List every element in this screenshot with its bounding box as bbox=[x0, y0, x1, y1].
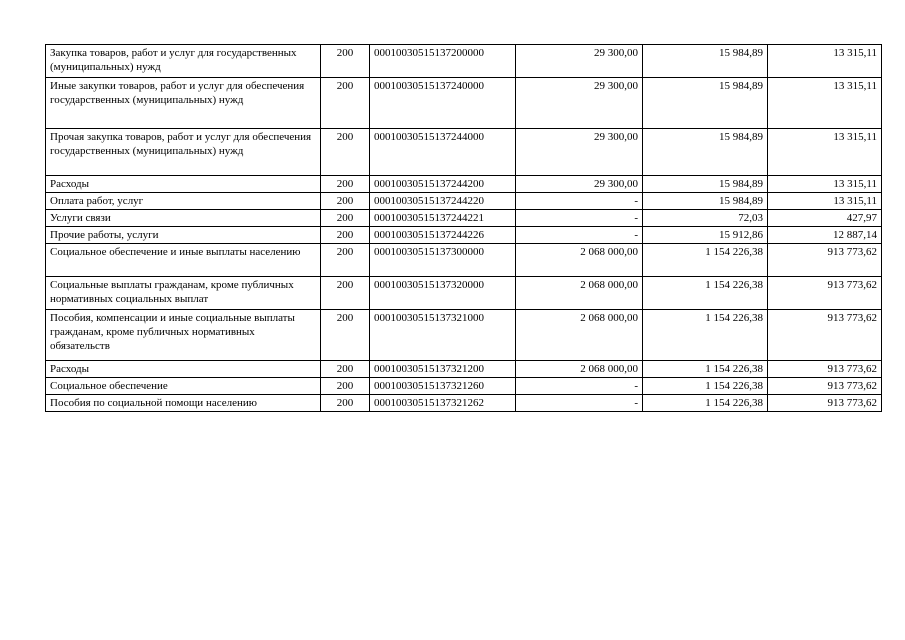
row-name-cell: Иные закупки товаров, работ и услуг для обеспечения государственных (муниципальных) нужд bbox=[46, 78, 321, 129]
table-row bbox=[46, 244, 882, 277]
row-plan-cell: - bbox=[516, 378, 643, 395]
row-executed-cell: 1 154 226,38 bbox=[643, 244, 768, 277]
row-executed-cell: 15 984,89 bbox=[643, 78, 768, 129]
row-code-cell: 200 bbox=[321, 244, 370, 277]
row-plan-cell: - bbox=[516, 395, 643, 412]
row-classification-code-cell: 00010030515137244200 bbox=[370, 176, 516, 193]
row-name-cell: Закупка товаров, работ и услуг для государственных (муниципальных) нужд bbox=[46, 45, 321, 78]
row-code-cell: 200 bbox=[321, 378, 370, 395]
table-row bbox=[46, 193, 882, 210]
row-name-cell: Социальное обеспечение bbox=[46, 378, 321, 395]
row-executed-cell: 1 154 226,38 bbox=[643, 395, 768, 412]
row-remainder-cell: 13 315,11 bbox=[768, 193, 882, 210]
row-name-cell: Прочие работы, услуги bbox=[46, 227, 321, 244]
row-executed-cell: 15 984,89 bbox=[643, 45, 768, 78]
row-remainder-cell: 13 315,11 bbox=[768, 78, 882, 129]
row-plan-cell: 2 068 000,00 bbox=[516, 244, 643, 277]
table-row bbox=[46, 129, 882, 176]
row-remainder-cell: 913 773,62 bbox=[768, 277, 882, 310]
row-name-cell: Прочая закупка товаров, работ и услуг для обеспечения государственных (муниципальных) нужд bbox=[46, 129, 321, 176]
row-name-cell: Пособия, компенсации и иные социальные выплаты гражданам, кроме публичных нормативных обязательств bbox=[46, 310, 321, 361]
row-code-cell: 200 bbox=[321, 176, 370, 193]
row-executed-cell: 1 154 226,38 bbox=[643, 361, 768, 378]
row-remainder-cell: 13 315,11 bbox=[768, 45, 882, 78]
table-row bbox=[46, 361, 882, 378]
row-plan-cell: 2 068 000,00 bbox=[516, 277, 643, 310]
row-code-cell: 200 bbox=[321, 361, 370, 378]
row-code-cell: 200 bbox=[321, 193, 370, 210]
row-remainder-cell: 12 887,14 bbox=[768, 227, 882, 244]
row-code-cell: 200 bbox=[321, 395, 370, 412]
row-remainder-cell: 13 315,11 bbox=[768, 129, 882, 176]
row-executed-cell: 1 154 226,38 bbox=[643, 310, 768, 361]
row-plan-cell: 2 068 000,00 bbox=[516, 310, 643, 361]
row-name-cell: Услуги связи bbox=[46, 210, 321, 227]
budget-execution-table bbox=[45, 44, 882, 412]
row-name-cell: Социальные выплаты гражданам, кроме публичных нормативных социальных выплат bbox=[46, 277, 321, 310]
row-plan-cell: - bbox=[516, 193, 643, 210]
row-classification-code-cell: 00010030515137321260 bbox=[370, 378, 516, 395]
row-executed-cell: 15 984,89 bbox=[643, 176, 768, 193]
table-row bbox=[46, 378, 882, 395]
row-executed-cell: 1 154 226,38 bbox=[643, 277, 768, 310]
row-plan-cell: 29 300,00 bbox=[516, 45, 643, 78]
row-remainder-cell: 913 773,62 bbox=[768, 378, 882, 395]
row-classification-code-cell: 00010030515137244000 bbox=[370, 129, 516, 176]
row-plan-cell: 29 300,00 bbox=[516, 129, 643, 176]
row-code-cell: 200 bbox=[321, 310, 370, 361]
row-name-cell: Социальное обеспечение и иные выплаты населению bbox=[46, 244, 321, 277]
row-remainder-cell: 427,97 bbox=[768, 210, 882, 227]
row-classification-code-cell: 00010030515137300000 bbox=[370, 244, 516, 277]
row-executed-cell: 15 984,89 bbox=[643, 193, 768, 210]
row-code-cell: 200 bbox=[321, 129, 370, 176]
row-executed-cell: 72,03 bbox=[643, 210, 768, 227]
table-row bbox=[46, 395, 882, 412]
table-row bbox=[46, 227, 882, 244]
row-remainder-cell: 913 773,62 bbox=[768, 361, 882, 378]
table-row bbox=[46, 277, 882, 310]
row-classification-code-cell: 00010030515137244220 bbox=[370, 193, 516, 210]
table-row bbox=[46, 78, 882, 129]
row-plan-cell: 29 300,00 bbox=[516, 78, 643, 129]
row-remainder-cell: 13 315,11 bbox=[768, 176, 882, 193]
table-row bbox=[46, 176, 882, 193]
row-plan-cell: - bbox=[516, 227, 643, 244]
row-code-cell: 200 bbox=[321, 277, 370, 310]
row-classification-code-cell: 00010030515137321200 bbox=[370, 361, 516, 378]
row-code-cell: 200 bbox=[321, 210, 370, 227]
row-classification-code-cell: 00010030515137321000 bbox=[370, 310, 516, 361]
table-row bbox=[46, 45, 882, 78]
table-row bbox=[46, 310, 882, 361]
row-plan-cell: - bbox=[516, 210, 643, 227]
row-name-cell: Расходы bbox=[46, 176, 321, 193]
row-classification-code-cell: 00010030515137244221 bbox=[370, 210, 516, 227]
row-classification-code-cell: 00010030515137200000 bbox=[370, 45, 516, 78]
row-executed-cell: 1 154 226,38 bbox=[643, 378, 768, 395]
row-classification-code-cell: 00010030515137320000 bbox=[370, 277, 516, 310]
row-executed-cell: 15 912,86 bbox=[643, 227, 768, 244]
row-remainder-cell: 913 773,62 bbox=[768, 395, 882, 412]
row-classification-code-cell: 00010030515137321262 bbox=[370, 395, 516, 412]
row-name-cell: Оплата работ, услуг bbox=[46, 193, 321, 210]
row-name-cell: Расходы bbox=[46, 361, 321, 378]
row-plan-cell: 2 068 000,00 bbox=[516, 361, 643, 378]
row-name-cell: Пособия по социальной помощи населению bbox=[46, 395, 321, 412]
row-remainder-cell: 913 773,62 bbox=[768, 310, 882, 361]
row-classification-code-cell: 00010030515137244226 bbox=[370, 227, 516, 244]
row-classification-code-cell: 00010030515137240000 bbox=[370, 78, 516, 129]
row-executed-cell: 15 984,89 bbox=[643, 129, 768, 176]
table-row bbox=[46, 210, 882, 227]
row-code-cell: 200 bbox=[321, 227, 370, 244]
row-remainder-cell: 913 773,62 bbox=[768, 244, 882, 277]
row-plan-cell: 29 300,00 bbox=[516, 176, 643, 193]
row-code-cell: 200 bbox=[321, 45, 370, 78]
row-code-cell: 200 bbox=[321, 78, 370, 129]
